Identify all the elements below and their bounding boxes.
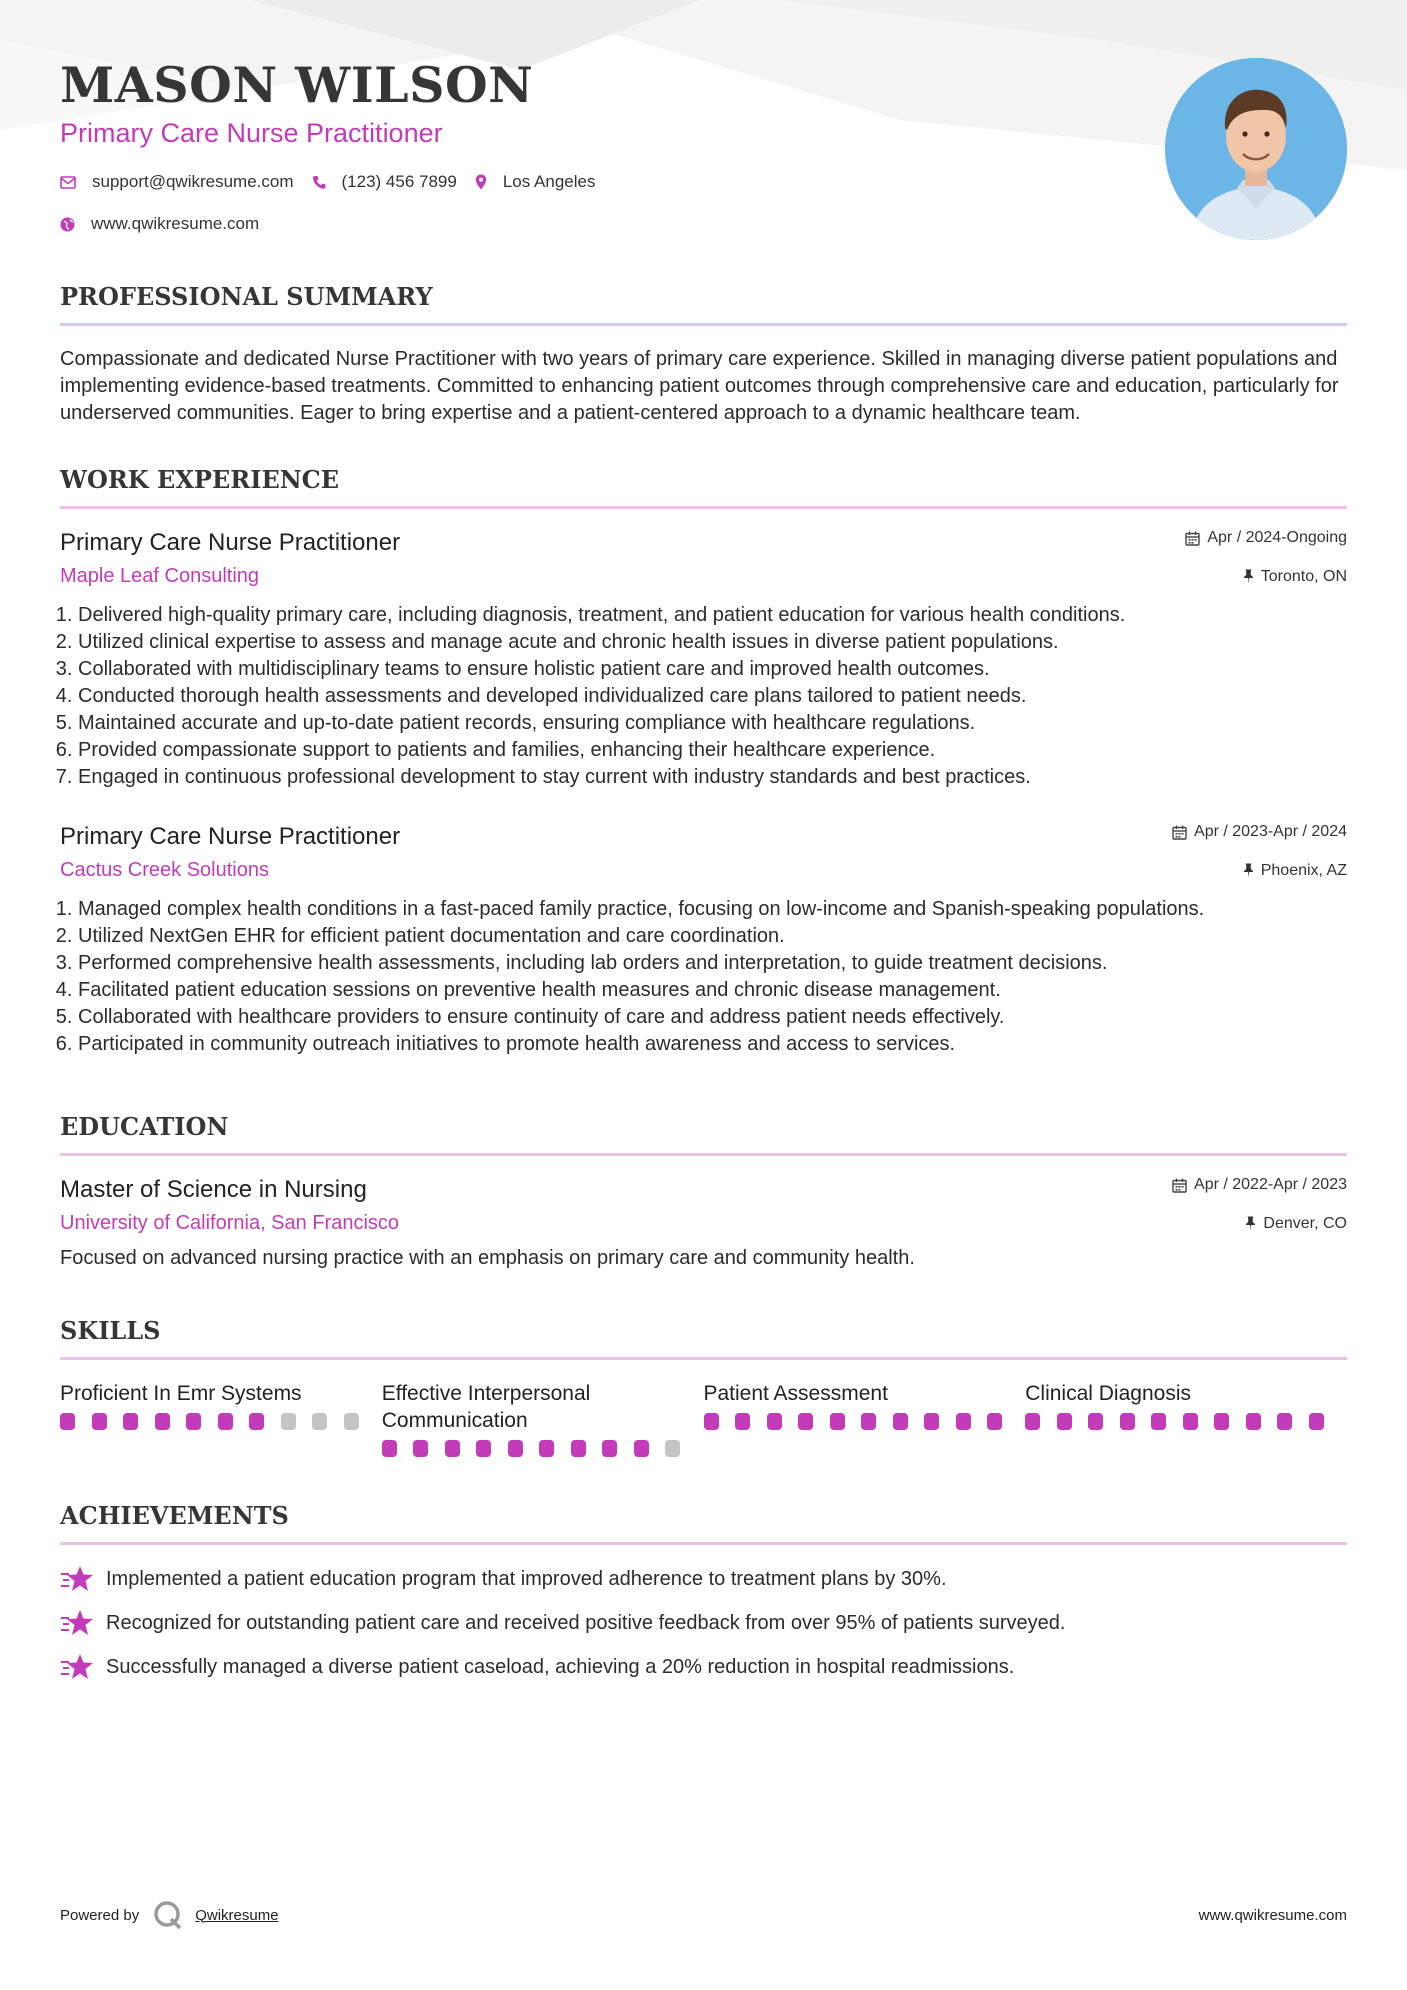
pushpin-icon	[1245, 1216, 1256, 1231]
skill-rating	[382, 1440, 704, 1457]
list-item: 4. Conducted thorough health assessments and developed individualized care plans tailored to patient needs.	[78, 683, 1347, 710]
skill-name: Effective Interpersonal Communication	[381, 1382, 591, 1432]
rating-dot-empty	[281, 1413, 296, 1430]
rating-dot-filled	[1183, 1413, 1198, 1430]
list-item: 1. Managed complex health conditions in a fast-paced family practice, focusing on low-income and Spanish-speaking populations.	[78, 896, 1347, 923]
rating-dot-filled	[571, 1440, 586, 1457]
star-icon	[60, 1609, 94, 1637]
school-name: University of California, San Francisco	[60, 1212, 400, 1234]
skill-rating	[704, 1413, 1026, 1430]
section-heading-summary: PROFESSIONAL SUMMARY	[60, 282, 1347, 326]
pushpin-icon	[1243, 569, 1254, 584]
dates-text: Apr / 2023-Apr / 2024	[1194, 823, 1347, 840]
contact-email[interactable]	[60, 172, 294, 192]
rating-dot-filled	[1214, 1413, 1229, 1430]
skill-item	[704, 1380, 1026, 1457]
summary-section	[60, 282, 1347, 427]
job-bullets	[60, 896, 1347, 1058]
rating-dot-filled	[861, 1413, 876, 1430]
rating-dot-filled	[956, 1413, 971, 1430]
list-item: 3. Performed comprehensive health assessments, including lab orders and interpretation, to guide treatment decisions.	[78, 950, 1347, 977]
rating-dot-filled	[1246, 1413, 1261, 1430]
powered-by-label: Powered by	[60, 1906, 140, 1924]
envelope-icon	[60, 176, 76, 189]
contact-website[interactable]	[60, 214, 259, 234]
rating-dot-filled	[987, 1413, 1002, 1430]
profile-photo	[1165, 58, 1347, 240]
skills-grid	[60, 1380, 1347, 1457]
contact-phone[interactable]	[312, 172, 457, 192]
map-pin-icon	[475, 174, 487, 190]
job-dates	[1172, 823, 1347, 841]
education-entry	[60, 1176, 1347, 1272]
list-item: 2. Utilized clinical expertise to assess and manage acute and chronic health issues in diverse patient populations.	[78, 629, 1347, 656]
achievement-text: Successfully managed a diverse patient caseload, achieving a 20% reduction in hospital readmissions.	[106, 1655, 1015, 1678]
job-entry	[60, 529, 1347, 791]
rating-dot-filled	[634, 1440, 649, 1457]
education-description: Focused on advanced nursing practice with an emphasis on primary care and community health.	[60, 1247, 915, 1269]
education-section	[60, 1112, 1347, 1272]
skill-name: Patient Assessment	[703, 1382, 888, 1405]
skill-item	[1025, 1380, 1347, 1457]
company-name: Cactus Creek Solutions	[60, 859, 269, 881]
dates-text: Apr / 2024-Ongoing	[1207, 529, 1347, 546]
achievement-text: Implemented a patient education program that improved adherence to treatment plans by 30%.	[106, 1567, 947, 1590]
rating-dot-filled	[1120, 1413, 1135, 1430]
phone-text: (123) 456 7899	[341, 172, 457, 191]
rating-dot-filled	[1057, 1413, 1072, 1430]
candidate-title: Primary Care Nurse Practitioner	[60, 118, 443, 148]
rating-dot-filled	[1088, 1413, 1103, 1430]
skills-section	[60, 1316, 1347, 1457]
rating-dot-filled	[508, 1440, 523, 1457]
rating-dot-filled	[92, 1413, 107, 1430]
list-item: 7. Engaged in continuous professional development to stay current with industry standards and best practices.	[78, 764, 1347, 791]
rating-dot-filled	[798, 1413, 813, 1430]
list-item	[60, 1645, 1347, 1689]
rating-dot-empty	[344, 1413, 359, 1430]
calendar-icon	[1172, 1178, 1187, 1193]
list-item: 4. Facilitated patient education sessions on preventive health measures and chronic disease management.	[78, 977, 1347, 1004]
contact-row	[60, 172, 613, 192]
rating-dot-filled	[602, 1440, 617, 1457]
rating-dot-filled	[830, 1413, 845, 1430]
education-location	[1245, 1215, 1347, 1233]
achievements-section	[60, 1501, 1347, 1689]
skill-rating	[1025, 1413, 1347, 1430]
rating-dot-filled	[60, 1413, 75, 1430]
list-item: 6. Participated in community outreach initiatives to promote health awareness and access to services.	[78, 1031, 1347, 1058]
calendar-icon	[1172, 825, 1187, 840]
star-icon	[60, 1653, 94, 1681]
rating-dot-filled	[1025, 1413, 1040, 1430]
section-heading-achievements: ACHIEVEMENTS	[60, 1501, 1347, 1545]
location-text: Los Angeles	[502, 172, 596, 191]
degree-title: Master of Science in Nursing	[60, 1176, 367, 1203]
skill-item	[382, 1380, 704, 1457]
rating-dot-filled	[123, 1413, 138, 1430]
list-item: 1. Delivered high-quality primary care, including diagnosis, treatment, and patient education for various health conditions.	[78, 602, 1347, 629]
rating-dot-filled	[924, 1413, 939, 1430]
qwikresume-logo-icon	[153, 1900, 183, 1930]
contact-location	[475, 172, 596, 192]
job-entry	[60, 823, 1347, 1058]
page-footer	[60, 1900, 1347, 1930]
rating-dot-filled	[155, 1413, 170, 1430]
achievement-text: Recognized for outstanding patient care and received positive feedback from over 95% of patients surveyed.	[106, 1611, 1066, 1634]
rating-dot-filled	[413, 1440, 428, 1457]
rating-dot-empty	[665, 1440, 680, 1457]
email-text: support@qwikresume.com	[92, 172, 294, 191]
rating-dot-filled	[539, 1440, 554, 1457]
job-dates	[1185, 529, 1347, 547]
dates-text: Apr / 2022-Apr / 2023	[1194, 1176, 1347, 1193]
rating-dot-filled	[735, 1413, 750, 1430]
education-dates	[1172, 1176, 1347, 1194]
rating-dot-filled	[1151, 1413, 1166, 1430]
list-item: 5. Collaborated with healthcare providers to ensure continuity of care and address patient needs effectively.	[78, 1004, 1347, 1031]
rating-dot-filled	[382, 1440, 397, 1457]
list-item: 5. Maintained accurate and up-to-date patient records, ensuring compliance with healthcare regulations.	[78, 710, 1347, 737]
star-icon	[60, 1565, 94, 1593]
rating-dot-filled	[218, 1413, 233, 1430]
achievements-list	[60, 1557, 1347, 1689]
phone-icon	[312, 175, 326, 190]
section-heading-education: EDUCATION	[60, 1112, 1347, 1156]
skill-name: Clinical Diagnosis	[1025, 1382, 1191, 1405]
skill-name: Proficient In Emr Systems	[60, 1382, 302, 1405]
rating-dot-filled	[893, 1413, 908, 1430]
rating-dot-filled	[445, 1440, 460, 1457]
location-text: Denver, CO	[1263, 1214, 1347, 1232]
pushpin-icon	[1243, 863, 1254, 878]
globe-icon	[60, 217, 75, 232]
resume-header	[60, 0, 1347, 250]
experience-section	[60, 465, 1347, 1058]
rating-dot-filled	[476, 1440, 491, 1457]
list-item	[60, 1557, 1347, 1601]
powered-by	[60, 1900, 279, 1930]
job-title: Primary Care Nurse Practitioner	[60, 529, 401, 556]
rating-dot-filled	[1309, 1413, 1324, 1430]
section-heading-experience: WORK EXPERIENCE	[60, 465, 1347, 509]
section-heading-skills: SKILLS	[60, 1316, 1347, 1360]
rating-dot-filled	[767, 1413, 782, 1430]
location-text: Toronto, ON	[1260, 567, 1347, 585]
website-text: www.qwikresume.com	[91, 214, 260, 233]
rating-dot-filled	[186, 1413, 201, 1430]
job-location	[1243, 568, 1347, 586]
rating-dot-filled	[249, 1413, 264, 1430]
list-item: 3. Collaborated with multidisciplinary teams to ensure holistic patient care and improved health outcomes.	[78, 656, 1347, 683]
summary-text: Compassionate and dedicated Nurse Practitioner with two years of primary care experience. Skilled in managing diverse patient populations and implementing evidence-based treatments. Committed to enhancing patient outcomes through comprehensive care and education, particularly for underserved communities. Eager to bring expertise and a patient-centered approach to a dynamic healthcare team.	[60, 348, 1339, 424]
list-item: 2. Utilized NextGen EHR for efficient patient documentation and care coordination.	[78, 923, 1347, 950]
rating-dot-empty	[312, 1413, 327, 1430]
company-name: Maple Leaf Consulting	[60, 565, 260, 587]
location-text: Phoenix, AZ	[1260, 861, 1347, 879]
skill-rating	[60, 1413, 382, 1430]
calendar-icon	[1185, 531, 1200, 546]
qwikresume-link[interactable]: Qwikresume	[195, 1906, 279, 1924]
job-title: Primary Care Nurse Practitioner	[60, 823, 401, 850]
job-bullets	[60, 602, 1347, 791]
list-item: 6. Provided compassionate support to patients and families, enhancing their healthcare experience.	[78, 737, 1347, 764]
footer-website[interactable]: www.qwikresume.com	[1198, 1906, 1347, 1924]
job-location	[1243, 862, 1347, 880]
contact-row-2	[60, 214, 277, 234]
rating-dot-filled	[1277, 1413, 1292, 1430]
skill-item	[60, 1380, 382, 1457]
list-item	[60, 1601, 1347, 1645]
candidate-name: MASON WILSON	[60, 56, 534, 114]
rating-dot-filled	[704, 1413, 719, 1430]
